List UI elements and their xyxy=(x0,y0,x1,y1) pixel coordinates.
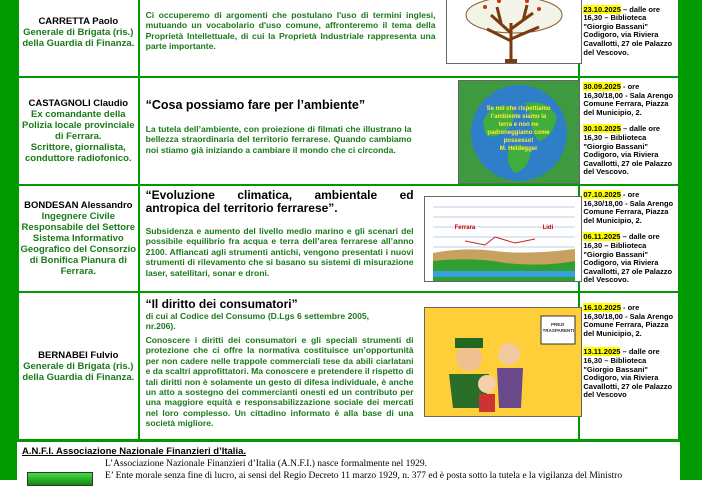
globe-quote: Se noi che rispettiamo xyxy=(486,106,551,112)
date-location: – dalle ore 16,30 – Biblioteca "Giorgio Bassani" Codigoro, via Riviera Cavallotti, 27 ole Palazzo del Vescovo. xyxy=(583,4,673,57)
speaker-role: Generale di Brigata (ris.) xyxy=(23,360,134,372)
date-highlight: 16.10.2025 xyxy=(583,303,621,312)
speaker-role: Ingegnere Civile xyxy=(41,211,115,222)
topic-body: Conoscere i diritti dei consumatori e gli speciali strumenti di protezione che ci offre la normativa costituisce un’opportunità per non cadere nelle trappole commerciali tese da abili ciarlatani e da scaltri approfittatori. Ma conoscere e pretendere il rispetto di tali diritti non è solamente un gesto di difesa individuale, è anche un atto a sostegno dei commercianti onesti ed un contributo per una maggiore equità e responsabilizzazione sociale dei mercati nel loro complesso. Un cittadino informato è alla base di una società migliore. xyxy=(145,335,414,429)
speaker-role: Ex comandante della xyxy=(31,109,126,120)
date-highlight: 30.09.2025 xyxy=(583,82,621,91)
sign-text: PREZI xyxy=(550,322,565,327)
speaker-role: di Bonifica Pianura di xyxy=(29,255,127,266)
date-entry xyxy=(583,125,675,177)
date-highlight: 23.10.2025 xyxy=(583,4,621,14)
topic-cell xyxy=(140,293,579,439)
tree-illustration xyxy=(446,0,582,64)
globe-quote: l’ambiente siamo la xyxy=(490,114,547,120)
consumers-illustration xyxy=(424,307,582,417)
program-row xyxy=(19,186,678,291)
speaker-cell xyxy=(19,293,138,439)
speaker-role: Ferrara. xyxy=(60,266,96,277)
program-table xyxy=(17,0,680,441)
program-row xyxy=(19,0,678,76)
speaker-name: BERNABEI Fulvio xyxy=(38,349,119,361)
date-location: - ore 16,30/18,00 - Sala Arengo Comune Ferrara, Piazza del Municipio, 2. xyxy=(583,303,674,338)
globe-illustration xyxy=(458,80,580,184)
subsidence-chart-illustration xyxy=(424,196,582,282)
date-highlight: 30.10.2025 xyxy=(583,124,621,134)
speaker-extra: conduttore radiofonico. xyxy=(24,153,132,164)
speaker-role: della Guardia di Finanza. xyxy=(22,371,135,383)
date-entry xyxy=(583,191,675,225)
anfi-text-line: L’Associazione Nazionale Finanzieri d’Italia (A.N.F.I.) nasce formalmente nel 1929. xyxy=(105,459,428,469)
globe-quote-author: M. Heidegger xyxy=(499,146,538,152)
dates-cell xyxy=(580,293,678,439)
topic-cell xyxy=(140,0,579,76)
date-location: – dalle ore 16,30 – Biblioteca "Giorgio Bassani" Codigoro, via Riviera Cavallotti, 27 ole Palazzo del Vescovo xyxy=(583,347,673,400)
speaker-extra: Scrittore, giornalista, xyxy=(30,142,126,153)
speaker-role: della Guardia di Finanza. xyxy=(22,37,135,49)
speaker-role: Sistema Informativo xyxy=(32,233,124,244)
topic-title: “Il diritto dei consumatori” xyxy=(145,297,298,311)
topic-body: Ci occuperemo di argomenti che postulano l'uso di termini inglesi, mutuando un vocabolario d'uso comune, affronteremo il tema della Proprietà Intellettuale, di cui la Proprietà Industriale rappresenta una parte importante. xyxy=(145,10,436,52)
date-highlight: 06.11.2025 xyxy=(583,232,621,242)
anfi-section xyxy=(17,442,680,482)
anfi-logo xyxy=(27,472,93,486)
speaker-role: Geografico del Consorzio xyxy=(20,244,137,255)
date-entry xyxy=(583,233,675,285)
globe-quote: possesso! xyxy=(503,138,534,144)
map-label: Ferrara xyxy=(454,225,476,231)
speaker-name: CARRETTA Paolo xyxy=(38,15,119,27)
map-label: Lidi xyxy=(542,225,554,231)
topic-subtitle: di cui al Codice del Consumo (D.Lgs 6 settembre 2005, nr.206). xyxy=(145,311,370,332)
speaker-cell xyxy=(19,0,138,76)
speaker-name: CASTAGNOLI Claudio xyxy=(28,98,129,109)
speaker-cell xyxy=(19,78,138,184)
anfi-heading: A.N.F.I. Associazione Nazionale Finanzieri d’Italia. xyxy=(22,446,247,457)
speaker-role: Polizia locale provinciale xyxy=(22,120,135,131)
program-row xyxy=(19,78,678,184)
speaker-role: Responsabile del Settore xyxy=(21,222,136,233)
date-highlight: 13.11.2025 xyxy=(583,347,621,357)
date-entry xyxy=(583,304,675,338)
speaker-role: Generale di Brigata (ris.) xyxy=(23,26,134,38)
anfi-text-line: E’ Ente morale senza fine di lucro, ai sensi del Regio Decreto 11 marzo 1929, n. 377 ed è posta sotto la tutela e la vigilanza del Ministro xyxy=(105,471,623,481)
speaker-name: BONDESAN Alessandro xyxy=(24,200,133,211)
date-location: - ore 16,30/18,00 - Sala Arengo Comune Ferrara, Piazza del Municipio, 2. xyxy=(583,82,674,117)
topic-body: La tutela dell’ambiente, con proiezione di filmati che illustrano la bellezza straordinaria del territorio ferrarese. Quando cambiamo noi stiamo già iniziando a cambiare il mondo che ci circonda. xyxy=(145,124,412,155)
globe-quote: padroneggiamo come xyxy=(487,130,550,136)
topic-cell xyxy=(140,186,579,291)
program-row xyxy=(19,293,678,439)
topic-title: “Cosa possiamo fare per l’ambiente” xyxy=(145,98,366,112)
dates-cell xyxy=(580,0,678,76)
speaker-cell xyxy=(19,186,138,291)
speaker-role: di Ferrara. xyxy=(55,131,102,142)
date-entry xyxy=(583,83,675,117)
sign-text: TRASPARENTI xyxy=(542,328,575,333)
topic-body: Subsidenza e aumento del livello medio marino e gli scenari del possibile equilibrio fra acqua e terra dell’area ferrarese all’anno 2100. Affiancati agli strumenti antichi, vengono presentati i nuovi strumenti di rilevamento che si basano su sistemi di misurazione laser, satellitari, sonar e droni. xyxy=(145,226,414,278)
dates-cell xyxy=(580,78,678,184)
globe-quote: terra e non ne xyxy=(498,122,539,128)
date-location: – dalle ore 16,30 – Biblioteca "Giorgio Bassani" Codigoro, via Riviera Cavallotti, 27 ole Palazzo del Vescovo. xyxy=(583,232,673,285)
date-entry xyxy=(583,6,675,58)
topic-cell xyxy=(140,78,579,184)
topic-title: “Evoluzione climatica, ambientale ed antropica del territorio ferrarese”. xyxy=(145,188,414,215)
dates-cell xyxy=(580,186,678,291)
date-location: – dalle ore 16,30 – Biblioteca "Giorgio Bassani" Codigoro, via Riviera Cavallotti, 27 ole Palazzo del Vescovo. xyxy=(583,124,673,177)
date-highlight: 07.10.2025 xyxy=(583,190,621,199)
date-entry xyxy=(583,348,675,400)
date-location: - ore 16,30/18,00 - Sala Arengo Comune Ferrara, Piazza del Municipio, 2. xyxy=(583,190,674,225)
